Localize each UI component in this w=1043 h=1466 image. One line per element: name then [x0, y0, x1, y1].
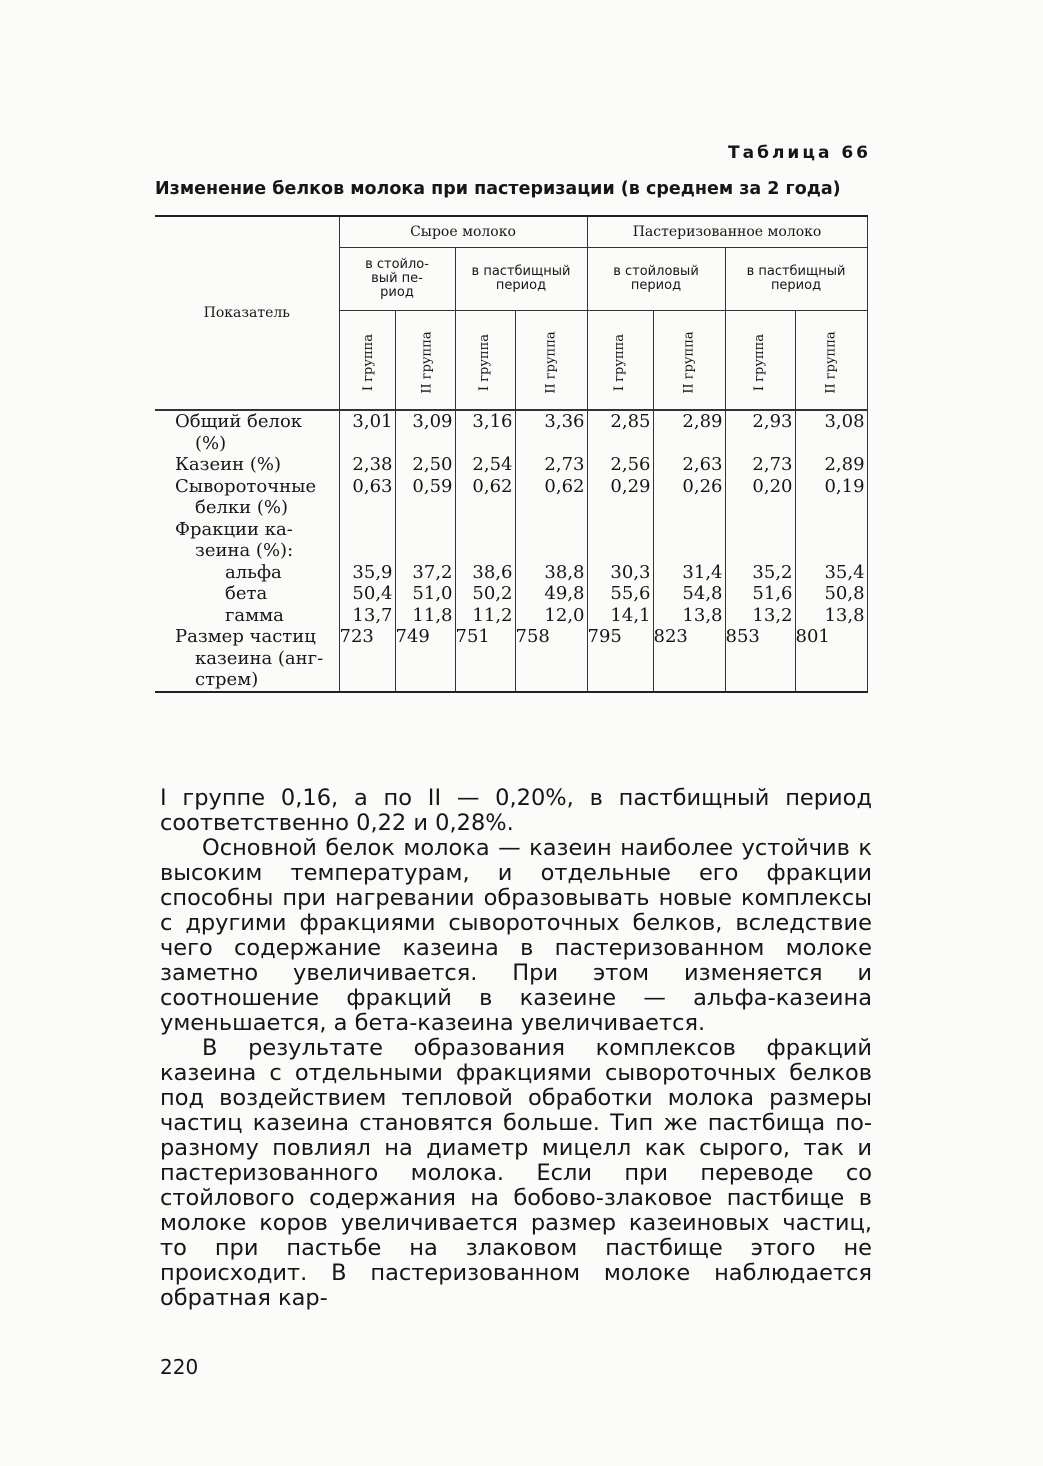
table-cell: 12,0 — [544, 604, 585, 626]
indicator-labels — [155, 410, 339, 692]
table-cell — [396, 519, 453, 541]
period-header: в стойловый период — [587, 248, 725, 311]
table-cell: 3,08 — [824, 411, 865, 432]
table-cell: 723 — [339, 626, 374, 647]
table-cell: 3,36 — [544, 411, 585, 432]
table-cell: 14,1 — [610, 604, 651, 626]
table-cell: 2,73 — [544, 454, 585, 475]
table-cell — [516, 519, 585, 541]
table-cell: 3,16 — [472, 411, 513, 432]
data-column — [653, 410, 725, 692]
group-header: I группа — [339, 311, 395, 411]
table-cell: 13,8 — [824, 604, 865, 626]
label-line: гамма — [225, 604, 284, 626]
table-cell: 37,2 — [412, 561, 453, 583]
period-header: в стойло-вый пе-риод — [339, 248, 455, 311]
data-column — [725, 410, 795, 692]
data-column — [515, 410, 587, 692]
paragraph: I группе 0,16, а по II — 0,20%, в пастбищный период соответственно 0,22 и 0,28%. — [160, 785, 872, 836]
table-cell: 11,8 — [412, 604, 453, 626]
table-cell: 13,2 — [752, 604, 793, 626]
table-cell: 795 — [587, 626, 622, 647]
table-cell — [796, 519, 865, 541]
label-line: казеина (анг- — [195, 647, 324, 669]
table-cell: 51,0 — [412, 583, 453, 604]
table-cell — [796, 540, 865, 562]
table-cell — [726, 540, 793, 562]
indicator-header: Показатель — [155, 216, 339, 410]
table-cell: 2,73 — [752, 454, 793, 475]
table-cell: 853 — [725, 626, 760, 647]
table-cell: 38,8 — [544, 561, 585, 583]
table-cell — [340, 497, 393, 519]
table-cell — [516, 433, 585, 455]
table-cell — [796, 497, 865, 519]
table-cell: 3,09 — [412, 411, 453, 432]
table-cell: 0,59 — [412, 475, 453, 497]
label-line: Казеин (%) — [175, 454, 281, 475]
group-header: II группа — [653, 311, 725, 411]
table-cell: 823 — [653, 626, 688, 647]
table-cell — [396, 497, 453, 519]
table-cell: 2,85 — [610, 411, 651, 432]
table-cell — [456, 497, 513, 519]
table-cell: 749 — [395, 626, 430, 647]
paragraph: Основной белок молока — казеин наиболее устойчив к высоким температурам, и отдельные его фракции способны при нагревании образовывать новые комплексы с другими фракциями сывороточных белков, вследствие чего содержание казеина в пастеризованном молоке заметно увеличивается. При этом изменяется и соотношение фракций в казеине — альфа-казеина уменьшается, а бета-казеина увеличивается. — [160, 835, 872, 1036]
table-cell: 35,2 — [752, 561, 793, 583]
table-cell: 0,62 — [472, 475, 513, 497]
table-cell: 0,63 — [352, 475, 393, 497]
table-cell: 2,89 — [824, 454, 865, 475]
table-cell — [340, 433, 393, 455]
table-cell — [726, 497, 793, 519]
body-text — [160, 786, 872, 1311]
group-header: I группа — [455, 311, 515, 411]
table-cell — [340, 519, 393, 541]
table-cell: 11,2 — [472, 604, 513, 626]
table-cell: 0,29 — [610, 475, 651, 497]
table-cell: 2,54 — [472, 454, 513, 475]
table-cell — [340, 540, 393, 562]
table-cell: 31,4 — [682, 561, 723, 583]
table-cell — [456, 540, 513, 562]
data-column — [795, 410, 867, 692]
data-column — [455, 410, 515, 692]
table-cell: 35,4 — [824, 561, 865, 583]
table-cell: 54,8 — [682, 583, 723, 604]
label-line: белки (%) — [195, 497, 289, 518]
table-cell: 2,93 — [752, 411, 793, 432]
table-cell: 49,8 — [544, 583, 585, 604]
table-cell — [654, 433, 723, 455]
table-cell: 0,26 — [682, 475, 723, 497]
pasteurized-milk-header: Пастеризованное молоко — [587, 216, 867, 248]
table-caption-label: Таблица 66 — [728, 143, 871, 163]
label-line: Общий белок — [175, 411, 303, 432]
table-cell: 2,50 — [412, 454, 453, 475]
table-cell: 2,63 — [682, 454, 723, 475]
table-cell — [396, 433, 453, 455]
table-cell: 13,8 — [682, 604, 723, 626]
table-cell — [456, 519, 513, 541]
group-header: II группа — [795, 311, 867, 411]
table-cell: 38,6 — [472, 561, 513, 583]
table-cell: 50,4 — [352, 583, 393, 604]
table-cell — [588, 519, 651, 541]
table-cell: 751 — [455, 626, 490, 647]
table-cell — [654, 519, 723, 541]
table-cell — [588, 497, 651, 519]
page-number: 220 — [160, 1355, 199, 1379]
table-cell — [516, 497, 585, 519]
label-line: зеина (%): — [195, 540, 294, 561]
table-cell — [796, 433, 865, 455]
table-cell: 801 — [795, 626, 830, 647]
period-header: в пастбищный период — [725, 248, 867, 311]
group-header: II группа — [395, 311, 455, 411]
label-line: стрем) — [195, 669, 259, 690]
table-cell — [516, 540, 585, 562]
label-line: (%) — [195, 432, 227, 454]
data-column — [339, 410, 395, 692]
table-cell — [654, 540, 723, 562]
table-cell: 2,89 — [682, 411, 723, 432]
table-cell: 2,38 — [352, 454, 393, 475]
protein-table — [155, 215, 868, 693]
table-cell: 13,7 — [352, 604, 393, 626]
table-cell — [726, 433, 793, 455]
table-cell: 758 — [515, 626, 550, 647]
raw-milk-header: Сырое молоко — [339, 216, 587, 248]
data-column — [395, 410, 455, 692]
table-cell: 0,19 — [824, 475, 865, 497]
table-cell — [456, 433, 513, 455]
table-cell: 50,2 — [472, 583, 513, 604]
label-line: Размер частиц — [175, 626, 316, 647]
group-header: II группа — [515, 311, 587, 411]
table-cell: 50,8 — [824, 583, 865, 604]
period-header: в пастбищный период — [455, 248, 587, 311]
group-header: I группа — [725, 311, 795, 411]
table-cell: 35,9 — [352, 561, 393, 583]
data-column — [587, 410, 653, 692]
table-cell: 2,56 — [610, 454, 651, 475]
table-cell: 51,6 — [752, 583, 793, 604]
table-cell: 0,62 — [544, 475, 585, 497]
table-title: Изменение белков молока при пастеризации (в среднем за 2 года) — [155, 179, 841, 199]
label-line: альфа — [225, 561, 282, 583]
table-cell: 3,01 — [352, 411, 393, 432]
table-cell: 30,3 — [610, 561, 651, 583]
label-line: Фракции ка- — [175, 518, 293, 540]
table-cell — [396, 540, 453, 562]
table-cell — [654, 497, 723, 519]
label-line: Сывороточные — [175, 475, 317, 497]
label-line: бета — [225, 583, 268, 604]
paragraph: В результате образования комплексов фракций казеина с отдельными фракциями сывороточных белков под воздействием тепловой обработки молока размеры частиц казеина становятся больше. Тип же пастбища по-разному повлиял на диаметр мицелл как сырого, так и пастеризованного молока. Если при переводе со стойлового содержания на бобово-злаковое пастбище в молоке коров увеличивается размер казеиновых частиц, то при пастьбе на злаковом пастбище этого не происходит. В пастеризованном молоке наблюдается обратная кар- — [160, 1035, 872, 1311]
table-cell: 55,6 — [610, 583, 651, 604]
group-header: I группа — [587, 311, 653, 411]
table-cell — [726, 519, 793, 541]
table-cell — [588, 540, 651, 562]
table-cell — [588, 433, 651, 455]
table-cell: 0,20 — [752, 475, 793, 497]
